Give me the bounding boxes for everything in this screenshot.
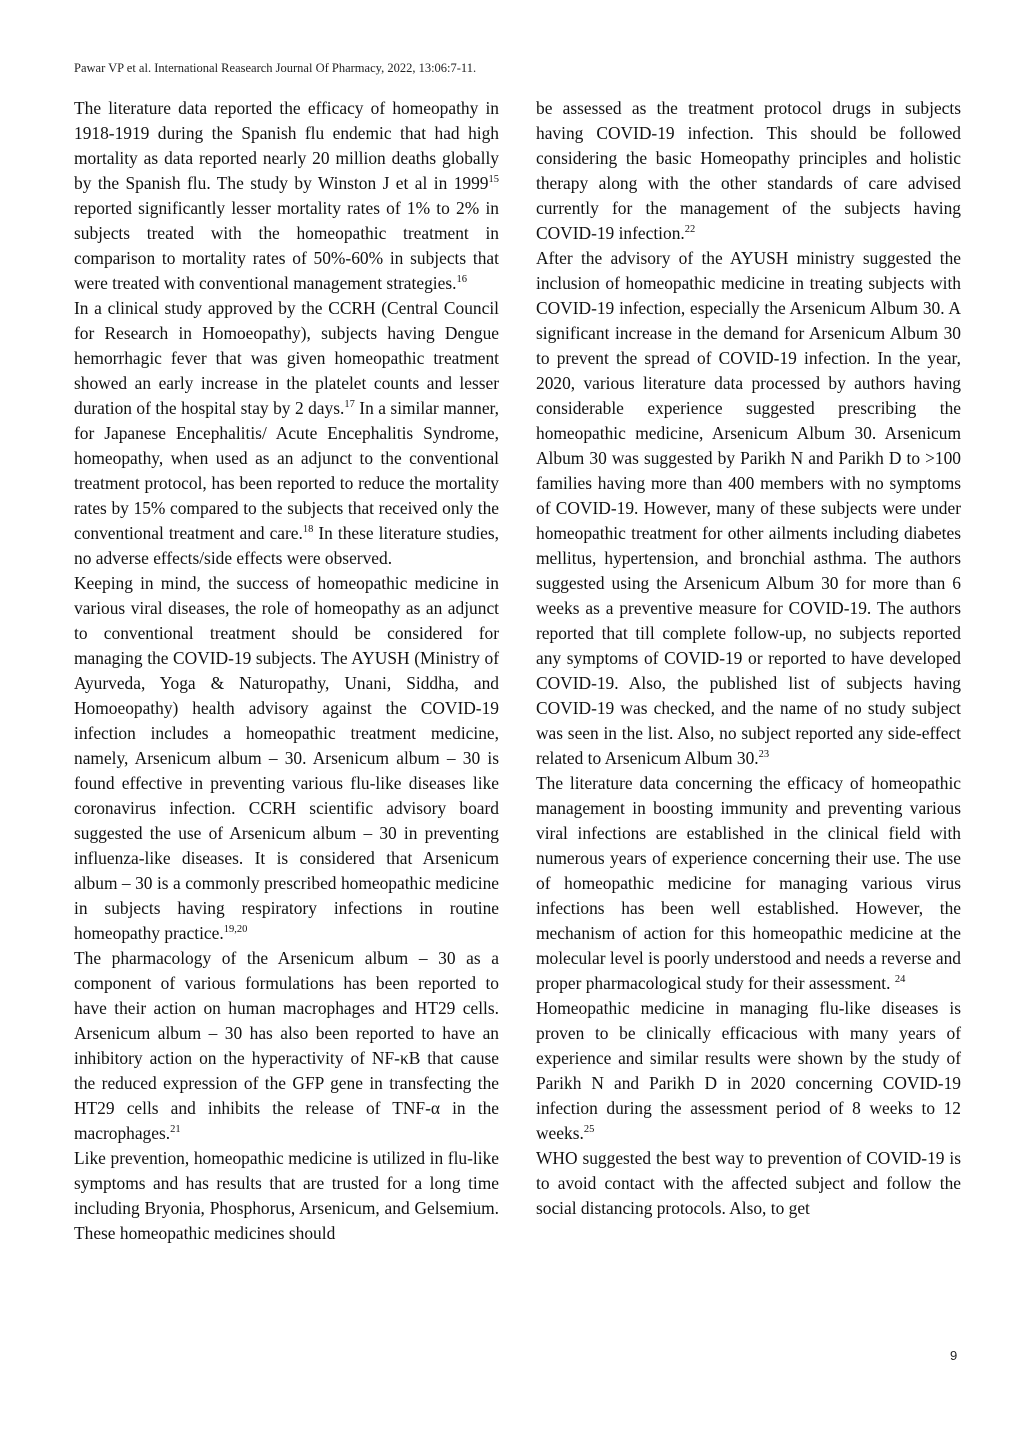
citation-superscript: 23 — [758, 749, 770, 761]
paragraph: Keeping in mind, the success of homeopathic medicine in various viral diseases, the role of homeopathy as an adjunct to conventional treatment should be considered for managing the COVID-19 subjects. The AYUSH (Ministry of Ayurveda, Yoga & Naturopathy, Unani, Siddha, and Homoeopathy) health advisory against the COVID-19 infection includes a homeopathic treatment medicine, namely, Arsenicum album – 30. Arsenicum album – 30 is found effective in preventing various flu-like diseases like coronavirus infection. CCRH scientific advisory board suggested the use of Arsenicum album – 30 in preventing influenza-like diseases. It is considered that Arsenicum album – 30 is a commonly prescribed homeopathic medicine in subjects having respiratory infections in routine homeopathy practice.$^{19,20}$ — [74, 573, 499, 943]
citation-superscript: 25 — [583, 1124, 595, 1136]
citation-superscript: 21 — [170, 1124, 181, 1136]
citation-superscript: 19,20 — [223, 924, 248, 936]
paragraph: After the advisory of the AYUSH ministry suggested the inclusion of homeopathic medicine in treating subjects with COVID-19 infection, especially the Arsenicum Album 30. A significant increase in the demand for Arsenicum Album 30 to prevent the spread of COVID-19 infection. In the year, 2020, various literature data processed by authors having considerable experience suggested prescribing the homeopathic medicine, Arsenicum Album 30. Arsenicum Album 30 was suggested by Parikh N and Parikh D to >100 families having more than 400 members with no symptoms of COVID-19. However, many of these subjects were under homeopathic treatment for other ailments including diabetes mellitus, hypertension, and bronchial asthma. The authors suggested using the Arsenicum Album 30 for more than 6 weeks as a preventive measure for COVID-19. The authors reported that till complete follow-up, no subjects reported any symptoms of COVID-19 or reported to have developed COVID-19. Also, the published list of subjects having COVID-19 was checked, and the name of no study subject was seen in the list. Also, no subject reported any side-effect related to Arsenicum Album 30.23 — [536, 248, 961, 768]
paragraph: In a clinical study approved by the CCRH (Central Council for Research in Homoeopathy), subjects having Dengue hemorrhagic fever that was given homeopathic treatment showed an early increase in the platelet counts and lesser duration of the hospital stay by 2 days.$^{17}$ In a similar manner, for Japanese Encephalitis/ Acute Encephalitis Syndrome, homeopathy, when used as an adjunct to the conventional treatment protocol, has been reported to reduce the mortality rates by 15% compared to the subjects that received only the conventional treatment and care.$^{18}$ In these literature studies, no adverse effects/side effects were observed. — [74, 298, 500, 568]
paragraph: The literature data concerning the efficacy of homeopathic management in boosting immunity and preventing various viral infections are established in the clinical field with numerous years of experience concerning their use. The use of homeopathic medicine for managing various virus infections has been well established. However, the mechanism of action for this homeopathic medicine at the molecular level is poorly understood and needs a reverse and proper pharmacological study for their assessment. $^{24}$ — [536, 773, 961, 993]
page-number: 9 — [950, 1348, 958, 1363]
citation-superscript: 18 — [302, 524, 314, 536]
left-column — [74, 96, 499, 1246]
paragraph: WHO suggested the best way to prevention of COVID-19 is to avoid contact with the affected subject and follow the social distancing protocols. Also, to get — [536, 1148, 961, 1218]
citation-superscript: 24 — [894, 974, 906, 986]
paragraph: be assessed as the treatment protocol drugs in subjects having COVID-19 infection. This should be followed considering the basic Homeopathy principles and holistic therapy along with the other standards of care advised currently for the management of the subjects having COVID-19 infection.$^{22}$ — [536, 98, 961, 243]
citation-superscript: 16 — [456, 274, 467, 286]
paragraph: Homeopathic medicine in managing flu-like diseases is proven to be clinically efficacious with many years of experience and similar results were shown by the study of Parikh N and Parikh D in 2020 concerning COVID-19 infection during the assessment period of 8 weeks to 12 weeks.$^{25}$ — [536, 998, 961, 1143]
paragraph: The literature data reported the efficacy of homeopathy in 1918-1919 during the Spanish flu endemic that had high mortality as data reported nearly 20 million deaths globally by the Spanish flu. The study by Winston J et al in 1999$^{15}$ reported significantly lesser mortality rates of 1% to 2% in subjects treated with the homeopathic treatment in comparison to mortality rates of 50%-60% in subjects that were treated with conventional management strategies.$^{16}$ — [74, 98, 499, 293]
citation-superscript: 22 — [684, 224, 696, 236]
running-header: Pawar VP et al. International Reasearch Journal Of Pharmacy, 2022, 13:06:7-11. — [74, 61, 477, 75]
paragraph: The pharmacology of the Arsenicum album – 30 as a component of various formulations has been reported to have their action on human macrophages and HT29 cells. Arsenicum album – 30 has also been reported to have an inhibitory action on the hyperactivity of NF-κB that cause the reduced expression of the GFP gene in transfecting the HT29 cells and inhibits the release of TNF-α in the macrophages.$^{21}$ — [74, 948, 499, 1143]
citation-superscript: 15 — [488, 174, 499, 186]
paragraph: Like prevention, homeopathic medicine is utilized in flu-like symptoms and has results that are trusted for a long time including Bryonia, Phosphorus, Arsenicum, and Gelsemium. These homeopathic medicines should — [74, 1148, 499, 1243]
citation-superscript: 17 — [344, 399, 355, 411]
right-column — [536, 96, 961, 1221]
